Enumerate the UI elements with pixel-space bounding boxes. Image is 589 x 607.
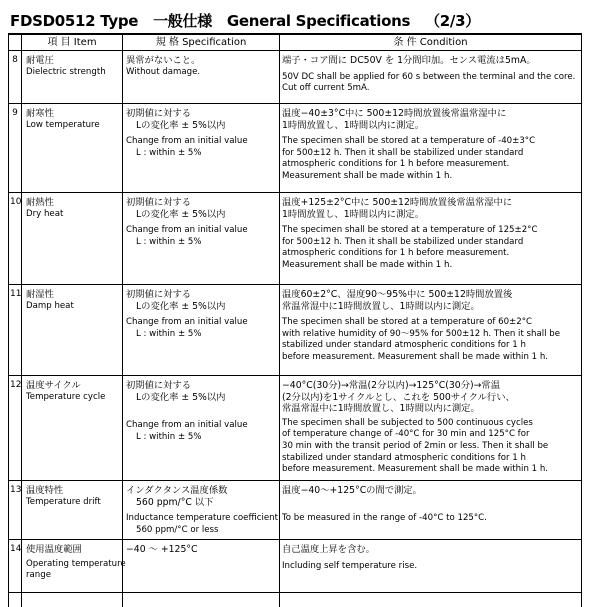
row-item: 使用温度範囲 Operating temperature range bbox=[26, 544, 126, 581]
row-number: 13 bbox=[10, 485, 22, 495]
row-item: 温度特性 Temperature drift bbox=[26, 485, 101, 507]
table-row bbox=[9, 193, 581, 285]
row-item: 耐湿性 Damp heat bbox=[26, 289, 74, 311]
header-condition: 条 件 Condition bbox=[393, 37, 468, 48]
row-condition: 温度−40〜+125°Cの間で測定。 To be measured in the range of -40°C to 125°C. bbox=[282, 485, 487, 523]
row-spec: 異常がないこと。 Without damage. bbox=[126, 55, 201, 77]
title-jp: 一般仕様 bbox=[153, 12, 212, 30]
title-model: FDSD0512 Type bbox=[10, 12, 139, 30]
row-number: 12 bbox=[10, 380, 22, 390]
row-number: 14 bbox=[10, 544, 22, 554]
row-condition: 温度−40±3°C中に 500±12時間放置後常温常湿中に 1時間放置し、1時間以内に測定。 The specimen shall be stored at a temperature of -40±3°C for 500±12 h. Then it shall be stabilized under standard atmospheric conditions for 1 h before measurement. Measurement shall be made within 1 h. bbox=[282, 108, 536, 181]
title-page: （2/3） bbox=[425, 12, 480, 30]
table-row bbox=[9, 104, 581, 193]
row-condition: 端子・コア間に DC50V を 1分間印加。センス電流は5mA。 50V DC shall be applied for 60 s between the terminal and the core. Cut off current 5mA. bbox=[282, 55, 576, 94]
row-spec: インダクタンス温度係数 560 ppm/°C 以下 Inductance temperature coefficient 560 ppm/°C or less bbox=[126, 485, 278, 535]
row-spec: −40 〜 +125°C bbox=[126, 544, 198, 555]
header-item: 項 目 Item bbox=[47, 37, 97, 48]
row-spec: 初期値に対する Lの変化率 ± 5%以内 Change from an initial value L : within ± 5% bbox=[126, 197, 248, 247]
row-condition: 温度60±2°C、湿度90〜95%中に 500±12時間放置後 常温常湿中に1時間放置し、1時間以内に測定。 The specimen shall be stored at a temperature of 60±2°C with relative humidity of 90〜95% for 500±12 h. Then it shall be stabilized under standard atmospheric conditions for 1 h before measurement. Measurement shall be made within 1 h. bbox=[282, 289, 560, 362]
row-item: 耐電圧 Dielectric strength bbox=[26, 55, 106, 77]
spec-table bbox=[8, 33, 582, 607]
row-condition: 温度+125±2°C中に 500±12時間放置後常温常湿中に 1時間放置し、1時間以内に測定。 The specimen shall be stored at a temperature of 125±2°C for 500±12 h. Then it shall be stabilized under standard atmospheric conditions for 1 h before measurement. Measurement shall be made within 1 h. bbox=[282, 197, 538, 270]
row-spec: 初期値に対する Lの変化率 ± 5%以内 Change from an initial value L : within ± 5% bbox=[126, 380, 248, 442]
row-condition: −40°C(30分)→常温(2分以内)→125°C(30分)→常温 (2分以内)を1サイクルとし、これを 500サイクル行い、 常温常湿中に1時間放置し、1時間以内に測定。 The specimen shall be subjected to 500 continuous cycles of temperature change of -40°C for 30 min and 125°C for 30 min with the transit period of 2min or less. Then it shall be stabilized under standard atmospheric conditions for 1 h before measurement. Measurement shall be made within 1 h. bbox=[282, 380, 549, 475]
row-spec: 初期値に対する Lの変化率 ± 5%以内 Change from an initial value L : within ± 5% bbox=[126, 108, 248, 158]
row-item: 温度サイクル Temperature cycle bbox=[26, 380, 106, 402]
table-row bbox=[9, 540, 581, 593]
table-row bbox=[9, 481, 581, 540]
row-item: 耐寒性 Low temperature bbox=[26, 108, 100, 130]
table-row bbox=[9, 376, 581, 481]
row-number: 10 bbox=[10, 197, 22, 207]
table-row bbox=[9, 285, 581, 376]
row-condition: 自己温度上昇を含む。 Including self temperature rise. bbox=[282, 544, 418, 571]
row-number: 8 bbox=[12, 55, 18, 65]
row-number: 11 bbox=[10, 289, 22, 299]
header-spec: 規 格 Specification bbox=[155, 37, 247, 48]
table-header bbox=[9, 35, 581, 51]
table-row bbox=[9, 51, 581, 104]
title-en: General Specifications bbox=[226, 12, 411, 30]
document-title bbox=[10, 9, 580, 33]
row-number: 9 bbox=[12, 108, 18, 118]
row-item: 耐熱性 Dry heat bbox=[26, 197, 64, 219]
row-spec: 初期値に対する Lの変化率 ± 5%以内 Change from an initial value L : within ± 5% bbox=[126, 289, 248, 339]
